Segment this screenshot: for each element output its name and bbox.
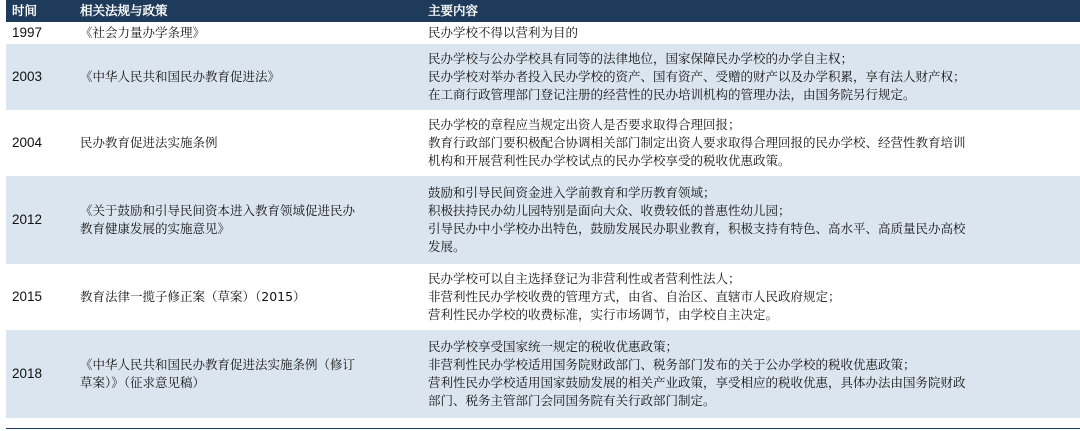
law-line: 草案）》（征求意见稿）: [80, 375, 206, 390]
content-line: 营利性民办学校的收费标准，实行市场调节，由学校自主决定。: [428, 307, 779, 323]
content-line: 非营利性民办学校适用国务院财政部门、税务部门发布的关于公办学校的税收优惠政策；: [428, 356, 916, 372]
law-line: 民办教育促进法实施条例: [80, 134, 218, 150]
law-line: 教育健康发展的实施意见》: [80, 221, 231, 236]
law-line: 教育法律一揽子修正案（草案）（2015）: [80, 288, 306, 304]
table-row: [6, 44, 1080, 110]
content-line: 发展。: [428, 239, 466, 255]
header-law: 相关法规与政策: [80, 3, 168, 18]
content-line: 民办学校的章程应当规定出资人是否要求取得合理回报；: [428, 116, 741, 132]
content-line: 非营利性民办学校收费的管理方式，由省、自治区、直辖市人民政府规定；: [428, 288, 841, 304]
row-content: [422, 50, 1080, 105]
row-law: [72, 202, 422, 238]
header-year: 时间: [12, 3, 38, 18]
content-line: 引导民办中小学校办出特色，鼓励发展民办职业教育，积极支持有特色、高水平、高质量民办高校: [428, 221, 966, 236]
content-line: 民办学校对举办者投入民办学校的资产、国有资产、受赠的财产以及办学积累，享有法人财产权；: [428, 68, 966, 84]
content-line: 鼓励和引导民间资金进入学前教育和学历教育领域；: [428, 184, 716, 200]
law-line: 《关于鼓励和引导民间资本进入教育领域促进民办: [80, 202, 356, 218]
table-row: [6, 176, 1080, 264]
row-law: [72, 24, 422, 42]
content-line: 民办学校享受国家统一规定的税收优惠政策；: [428, 338, 679, 354]
policy-table: [6, 0, 1080, 418]
content-line: 在工商行政管理部门登记注册的经营性的民办培训机构的管理办法，由国务院另行规定。: [428, 87, 916, 103]
row-content: [422, 338, 1080, 411]
table-row: [6, 264, 1080, 330]
content-line: 民办学校与公办学校具有同等的法律地位，国家保障民办学校的办学自主权；: [428, 50, 854, 66]
row-year: 2015: [12, 288, 43, 304]
row-year: 2018: [12, 365, 43, 381]
table-header: [6, 0, 1080, 22]
content-line: 民办学校不得以营利为目的: [428, 24, 579, 40]
row-year: 2004: [12, 134, 43, 150]
content-line: 营利性民办学校适用国家鼓励发展的相关产业政策，享受相应的税收优惠，具体办法由国务院财政: [428, 375, 966, 390]
row-content: [422, 270, 1080, 325]
row-year: 1997: [12, 24, 43, 40]
table-row: [6, 330, 1080, 418]
row-law: [72, 356, 422, 392]
row-year: 2012: [12, 211, 43, 227]
content-line: 机构和开展营利性民办学校试点的民办学校享受的税收优惠政策。: [428, 153, 791, 169]
row-law: [72, 134, 422, 152]
law-line: 《社会力量办学条理》: [80, 24, 206, 40]
row-content: [422, 116, 1080, 171]
content-line: 民办学校可以自主选择登记为非营利性或者营利性法人；: [428, 270, 741, 286]
row-content: [422, 24, 1080, 42]
law-line: 《中华人民共和国民办教育促进法》: [80, 68, 281, 84]
header-content: 主要内容: [428, 3, 479, 18]
content-line: 部门、税务主管部门会同国务院有关行政部门制定。: [428, 393, 716, 409]
row-content: [422, 184, 1080, 257]
law-line: 《中华人民共和国民办教育促进法实施条例（修订: [80, 356, 356, 372]
row-law: [72, 288, 422, 306]
content-line: 积极扶持民办幼儿园特别是面向大众、收费较低的普惠性幼儿园；: [428, 202, 791, 218]
bottom-rule: [6, 428, 1080, 429]
content-line: 教育行政部门要积极配合协调相关部门制定出资人要求取得合理回报的民办学校、经营性教育培训: [428, 134, 966, 150]
row-year: 2003: [12, 68, 43, 84]
table-row: [6, 22, 1080, 44]
row-law: [72, 68, 422, 86]
table-row: [6, 110, 1080, 176]
